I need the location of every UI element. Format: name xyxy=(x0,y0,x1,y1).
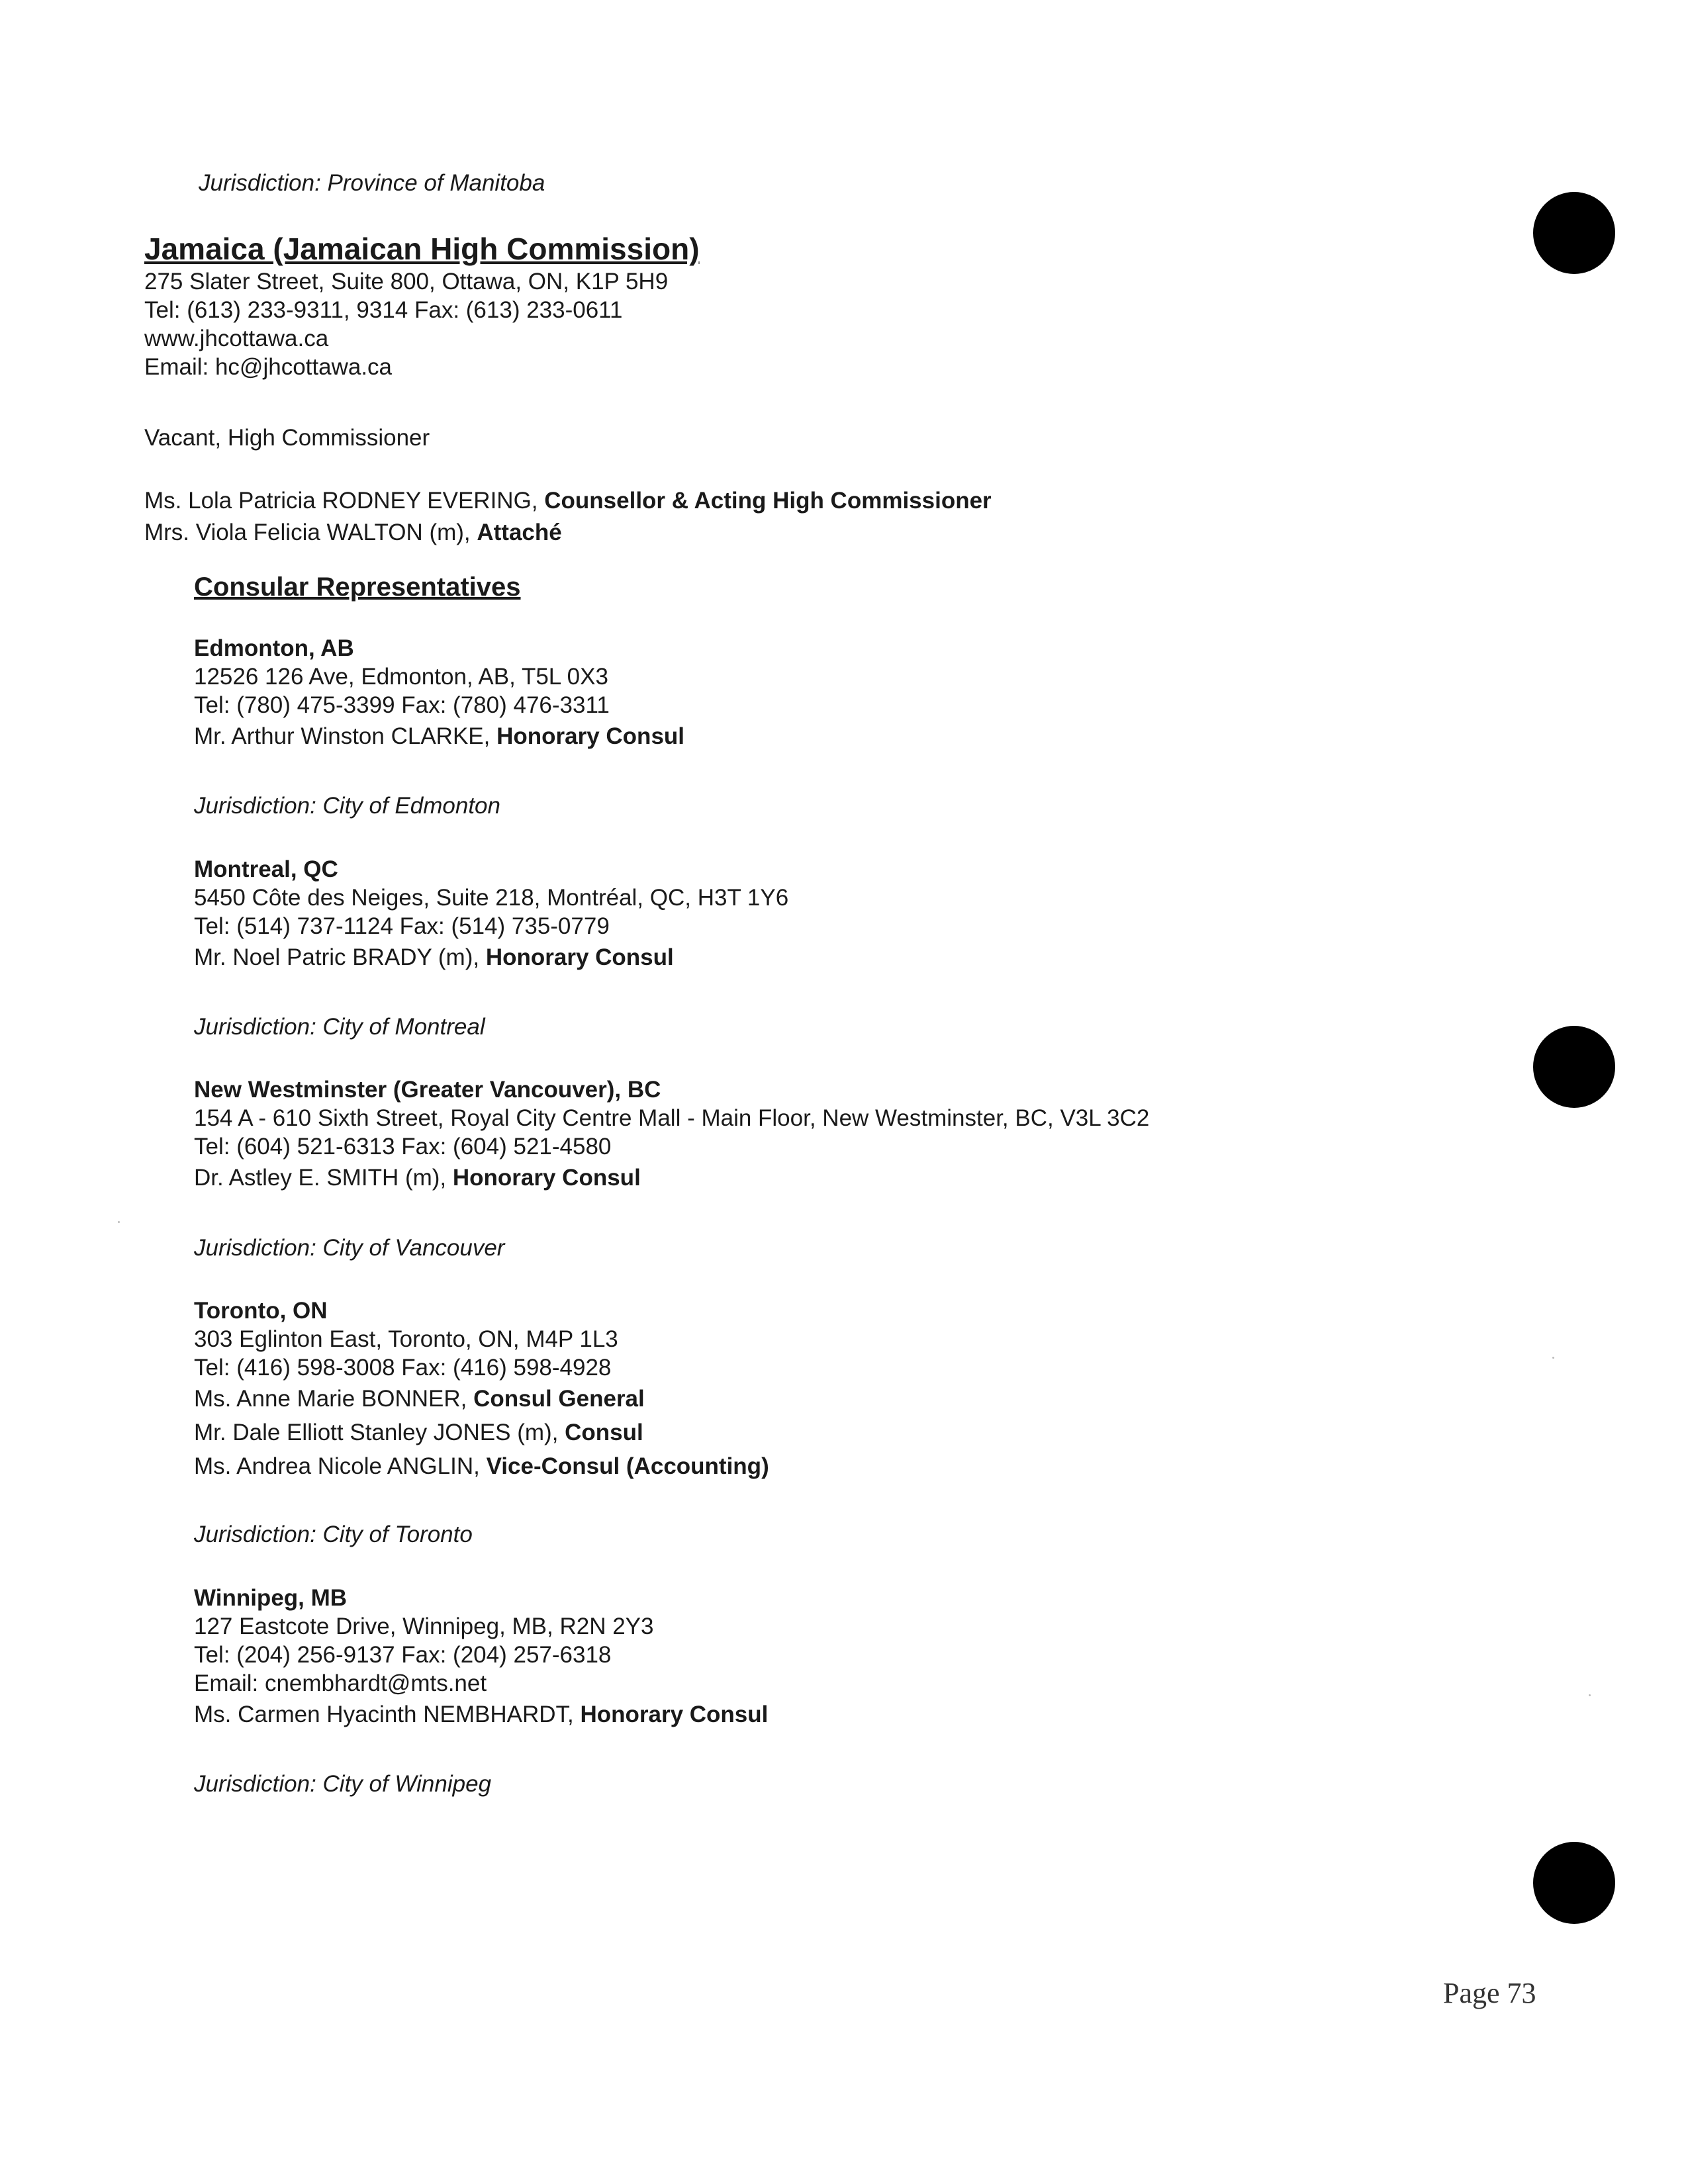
consulate-address: 127 Eastcote Drive, Winnipeg, MB, R2N 2Y3 xyxy=(194,1614,654,1639)
consulate-jurisdiction: Jurisdiction: City of Toronto xyxy=(194,1522,473,1547)
consulate-toronto xyxy=(194,1297,769,1483)
consul-title: Vice-Consul (Accounting) xyxy=(486,1453,769,1479)
head-of-mission: Vacant, High Commissioner xyxy=(144,425,430,451)
punch-hole-bottom xyxy=(1533,1842,1615,1924)
consulate-location: Montreal, QC xyxy=(194,856,338,882)
consulate-address: 154 A - 610 Sixth Street, Royal City Centre Mall - Main Floor, New Westminster, BC, V3L 3C2 xyxy=(194,1105,1150,1131)
consul-title: Honorary Consul xyxy=(496,723,685,749)
consul-title: Honorary Consul xyxy=(452,1165,641,1191)
scan-speck xyxy=(1589,1694,1591,1696)
consulate-phone-fax: Tel: (514) 737-1124 Fax: (514) 735-0779 xyxy=(194,913,610,939)
consul-name: Mr. Dale Elliott Stanley JONES (m), xyxy=(194,1420,565,1445)
province-jurisdiction: Jurisdiction: Province of Manitoba xyxy=(199,170,545,196)
mission-address: 275 Slater Street, Suite 800, Ottawa, ON, K1P 5H9 xyxy=(144,269,669,295)
consulate-address: 303 Eglinton East, Toronto, ON, M4P 1L3 xyxy=(194,1326,618,1352)
staff-title: Counsellor & Acting High Commissioner xyxy=(544,488,992,514)
consulate-jurisdiction: Jurisdiction: City of Winnipeg xyxy=(194,1771,492,1797)
staff-name: Mrs. Viola Felicia WALTON (m), xyxy=(144,520,477,545)
consul-title: Honorary Consul xyxy=(580,1702,769,1727)
staff-title: Attaché xyxy=(477,520,562,545)
consul-name: Ms. Anne Marie BONNER, xyxy=(194,1386,474,1412)
mission-email: Email: hc@jhcottawa.ca xyxy=(144,354,393,380)
consul-entry xyxy=(194,1161,1149,1195)
consular-heading: Consular Representatives xyxy=(194,572,521,602)
consul-name: Dr. Astley E. SMITH (m), xyxy=(194,1165,453,1191)
consul-name: Ms. Andrea Nicole ANGLIN, xyxy=(194,1453,487,1479)
scan-speck xyxy=(1552,1357,1554,1359)
consulate-location: Edmonton, AB xyxy=(194,635,354,661)
consulate-jurisdiction: Jurisdiction: City of Edmonton xyxy=(194,793,500,819)
consulate-location: Toronto, ON xyxy=(194,1298,328,1324)
mission-block xyxy=(144,230,700,381)
consul-entry xyxy=(194,1449,769,1483)
consul-title: Consul General xyxy=(473,1386,645,1412)
mission-title: Jamaica (Jamaican High Commission) xyxy=(144,232,700,266)
consulate-address: 12526 126 Ave, Edmonton, AB, T5L 0X3 xyxy=(194,664,608,690)
consulate-new-westminster xyxy=(194,1075,1149,1195)
consulate-montreal xyxy=(194,855,788,974)
scan-speck xyxy=(118,1221,120,1223)
punch-hole-middle xyxy=(1533,1026,1615,1108)
consul-name: Mr. Noel Patric BRADY (m), xyxy=(194,944,486,970)
consul-title: Consul xyxy=(565,1420,643,1445)
staff-entry xyxy=(144,517,992,549)
staff-name: Ms. Lola Patricia RODNEY EVERING, xyxy=(144,488,545,514)
consul-entry xyxy=(194,1698,768,1731)
mission-phone-fax: Tel: (613) 233-9311, 9314 Fax: (613) 233-0611 xyxy=(144,297,623,323)
consul-entry xyxy=(194,1382,769,1416)
consul-name: Mr. Arthur Winston CLARKE, xyxy=(194,723,497,749)
consul-name: Ms. Carmen Hyacinth NEMBHARDT, xyxy=(194,1702,581,1727)
consulate-email: Email: cnembhardt@mts.net xyxy=(194,1670,487,1696)
consulate-winnipeg xyxy=(194,1584,768,1731)
consul-entry xyxy=(194,719,684,753)
staff-list xyxy=(144,485,992,549)
consul-entry xyxy=(194,940,788,974)
staff-entry xyxy=(144,485,992,517)
mission-website: www.jhcottawa.ca xyxy=(144,326,329,351)
consulate-phone-fax: Tel: (780) 475-3399 Fax: (780) 476-3311 xyxy=(194,692,610,718)
consulate-phone-fax: Tel: (416) 598-3008 Fax: (416) 598-4928 xyxy=(194,1355,612,1381)
consulate-address: 5450 Côte des Neiges, Suite 218, Montréal, QC, H3T 1Y6 xyxy=(194,885,789,911)
consulate-location: Winnipeg, MB xyxy=(194,1585,348,1611)
consulate-location: New Westminster (Greater Vancouver), BC xyxy=(194,1077,661,1103)
consulate-phone-fax: Tel: (204) 256-9137 Fax: (204) 257-6318 xyxy=(194,1642,612,1668)
consulate-phone-fax: Tel: (604) 521-6313 Fax: (604) 521-4580 xyxy=(194,1134,612,1160)
consul-title: Honorary Consul xyxy=(485,944,674,970)
consulate-edmonton xyxy=(194,634,684,753)
consulate-jurisdiction: Jurisdiction: City of Vancouver xyxy=(194,1235,505,1261)
consul-entry xyxy=(194,1416,769,1449)
punch-hole-top xyxy=(1533,192,1615,274)
page-number: Page 73 xyxy=(1443,1977,1536,2009)
consulate-jurisdiction: Jurisdiction: City of Montreal xyxy=(194,1014,485,1040)
